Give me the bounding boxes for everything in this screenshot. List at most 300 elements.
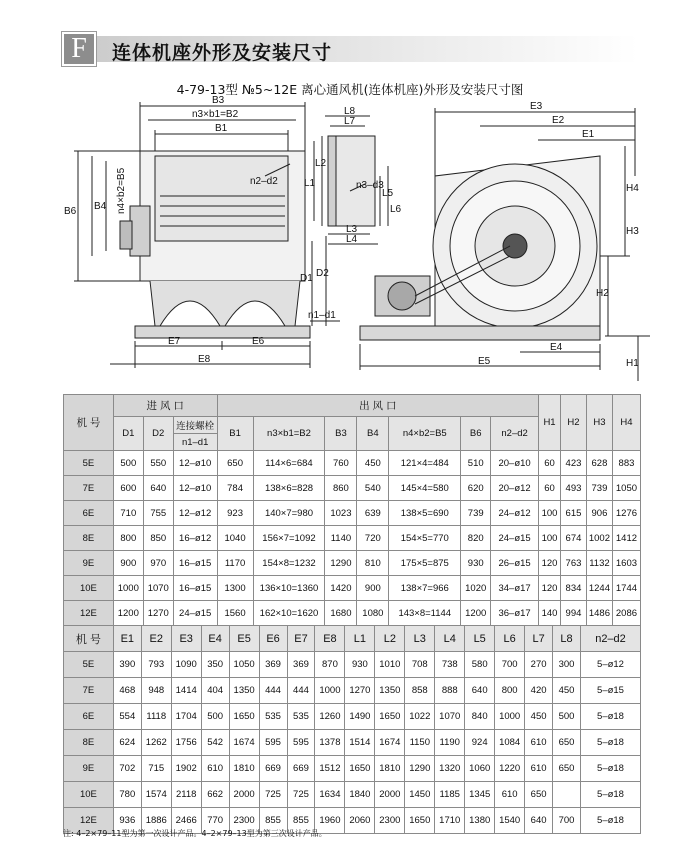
model-cell: 7E — [64, 678, 114, 704]
dim-E4: E4 — [550, 342, 563, 353]
value-cell: 120 — [539, 576, 561, 601]
value-cell: 1010 — [375, 652, 405, 678]
value-cell: 535 — [259, 704, 287, 730]
value-cell: 870 — [315, 652, 345, 678]
value-cell: 444 — [259, 678, 287, 704]
col-B6: B6 — [461, 417, 491, 451]
dim-E2: E2 — [552, 115, 565, 126]
value-cell: 610 — [525, 730, 553, 756]
value-cell: 763 — [561, 551, 587, 576]
dim-E1: E1 — [582, 129, 595, 140]
value-cell: 2466 — [171, 808, 201, 834]
column-header: L2 — [375, 626, 405, 652]
dim-E7: E7 — [168, 336, 181, 347]
value-cell: 510 — [461, 451, 491, 476]
value-cell: 136×10=1360 — [253, 576, 325, 601]
column-header: E3 — [171, 626, 201, 652]
value-cell: 1680 — [325, 601, 357, 626]
dim-L7: L7 — [344, 116, 356, 127]
column-header: E2 — [141, 626, 171, 652]
value-cell: 1220 — [495, 756, 525, 782]
value-cell: 610 — [525, 756, 553, 782]
value-cell: 674 — [561, 526, 587, 551]
value-cell: 650 — [217, 451, 253, 476]
value-cell: 595 — [287, 730, 315, 756]
col-B3: B3 — [325, 417, 357, 451]
col-H4: H4 — [612, 395, 640, 451]
value-cell: 390 — [113, 652, 141, 678]
value-cell: 554 — [113, 704, 141, 730]
value-cell: 1710 — [435, 808, 465, 834]
column-header: n2–d2 — [581, 626, 641, 652]
value-cell: 1020 — [461, 576, 491, 601]
value-cell: 610 — [495, 782, 525, 808]
column-header: E8 — [315, 626, 345, 652]
dim-H3: H3 — [626, 226, 639, 237]
value-cell: 24–ø15 — [173, 601, 217, 626]
value-cell: 650 — [553, 730, 581, 756]
value-cell: 138×7=966 — [389, 576, 461, 601]
value-cell: 1000 — [113, 576, 143, 601]
dim-n1d1: n1–d1 — [308, 310, 336, 321]
outlet-header: 出 风 口 — [217, 395, 538, 417]
value-cell: 100 — [539, 526, 561, 551]
value-cell: 923 — [217, 501, 253, 526]
value-cell: 900 — [113, 551, 143, 576]
value-cell: 1704 — [171, 704, 201, 730]
value-cell: 1756 — [171, 730, 201, 756]
dimension-drawing — [60, 96, 650, 386]
table-row — [64, 678, 641, 704]
value-cell: 628 — [586, 451, 612, 476]
value-cell: 138×5=690 — [389, 501, 461, 526]
dim-E3: E3 — [530, 101, 543, 112]
value-cell: 270 — [525, 652, 553, 678]
value-cell: 1603 — [612, 551, 640, 576]
value-cell: 700 — [553, 808, 581, 834]
table-row — [64, 551, 641, 576]
value-cell: 540 — [357, 476, 389, 501]
table-row — [64, 451, 641, 476]
value-cell: 858 — [405, 678, 435, 704]
value-cell: 820 — [461, 526, 491, 551]
value-cell: 100 — [539, 501, 561, 526]
value-cell: 420 — [525, 678, 553, 704]
value-cell: 669 — [259, 756, 287, 782]
column-header: L4 — [435, 626, 465, 652]
dim-B3: B3 — [212, 96, 225, 106]
dim-D2: D2 — [316, 268, 329, 279]
value-cell: 624 — [113, 730, 141, 756]
table-row — [64, 476, 641, 501]
value-cell: 906 — [586, 501, 612, 526]
model-cell: 5E — [64, 652, 114, 678]
value-cell: 930 — [461, 551, 491, 576]
value-cell: 2300 — [229, 808, 259, 834]
value-cell: 154×8=1232 — [253, 551, 325, 576]
value-cell: 855 — [287, 808, 315, 834]
table-row — [64, 704, 641, 730]
value-cell: 1070 — [143, 576, 173, 601]
value-cell: 2118 — [171, 782, 201, 808]
value-cell: 650 — [553, 756, 581, 782]
value-cell: 810 — [357, 551, 389, 576]
value-cell: 2000 — [375, 782, 405, 808]
dim-L3: L3 — [346, 224, 358, 235]
value-cell: 16–ø15 — [173, 551, 217, 576]
value-cell: 1200 — [113, 601, 143, 626]
value-cell: 1132 — [586, 551, 612, 576]
column-header: E6 — [259, 626, 287, 652]
value-cell: 1022 — [405, 704, 435, 730]
value-cell: 350 — [201, 652, 229, 678]
value-cell: 5–ø18 — [581, 756, 641, 782]
col-H1: H1 — [539, 395, 561, 451]
table2-body — [64, 652, 641, 834]
value-cell: 450 — [357, 451, 389, 476]
value-cell: 610 — [201, 756, 229, 782]
inlet-header: 进 风 口 — [113, 395, 217, 417]
value-cell: 1674 — [375, 730, 405, 756]
col-n4b2: n4×b2=B5 — [389, 417, 461, 451]
fan-view — [360, 108, 650, 381]
value-cell: 1412 — [612, 526, 640, 551]
value-cell: 500 — [201, 704, 229, 730]
model-header: 机 号 — [64, 395, 114, 451]
value-cell: 1810 — [375, 756, 405, 782]
value-cell: 1902 — [171, 756, 201, 782]
value-cell: 770 — [201, 808, 229, 834]
value-cell: 739 — [586, 476, 612, 501]
value-cell: 883 — [612, 451, 640, 476]
value-cell: 1170 — [217, 551, 253, 576]
footnote: 注: 4–2×79–11型为第一次设计产品。4–2×79–13型为第三次设计产品。 — [63, 829, 327, 838]
dim-E5: E5 — [478, 356, 491, 367]
value-cell: 1514 — [345, 730, 375, 756]
value-cell: 600 — [113, 476, 143, 501]
value-cell: 60 — [539, 451, 561, 476]
value-cell: 1150 — [405, 730, 435, 756]
value-cell: 12–ø10 — [173, 476, 217, 501]
col-H3: H3 — [586, 395, 612, 451]
value-cell: 5–ø18 — [581, 704, 641, 730]
value-cell: 542 — [201, 730, 229, 756]
value-cell: 800 — [495, 678, 525, 704]
value-cell: 1350 — [375, 678, 405, 704]
section-title: 连体机座外形及安装尺寸 — [112, 42, 333, 64]
value-cell: 1290 — [405, 756, 435, 782]
column-header: E5 — [229, 626, 259, 652]
value-cell: 423 — [561, 451, 587, 476]
value-cell: 708 — [405, 652, 435, 678]
value-cell: 1270 — [143, 601, 173, 626]
value-cell: 1050 — [612, 476, 640, 501]
column-header: E7 — [287, 626, 315, 652]
value-cell: 404 — [201, 678, 229, 704]
value-cell: 34–ø17 — [491, 576, 539, 601]
value-cell: 1960 — [315, 808, 345, 834]
value-cell: 1000 — [495, 704, 525, 730]
col-B4: B4 — [357, 417, 389, 451]
model-cell: 8E — [64, 730, 114, 756]
value-cell: 1486 — [586, 601, 612, 626]
model-cell: 7E — [64, 476, 114, 501]
value-cell: 1260 — [315, 704, 345, 730]
col-n1d1: n1–d1 — [173, 434, 217, 451]
value-cell: 850 — [143, 526, 173, 551]
dim-E6: E6 — [252, 336, 265, 347]
column-header: E4 — [201, 626, 229, 652]
value-cell: 948 — [141, 678, 171, 704]
value-cell: 924 — [465, 730, 495, 756]
value-cell: 855 — [259, 808, 287, 834]
value-cell: 595 — [259, 730, 287, 756]
value-cell: 662 — [201, 782, 229, 808]
value-cell: 760 — [325, 451, 357, 476]
value-cell — [553, 782, 581, 808]
value-cell: 970 — [143, 551, 173, 576]
value-cell: 1450 — [405, 782, 435, 808]
dim-D1: D1 — [300, 273, 313, 284]
value-cell: 580 — [465, 652, 495, 678]
value-cell: 620 — [461, 476, 491, 501]
value-cell: 994 — [561, 601, 587, 626]
column-header: L7 — [525, 626, 553, 652]
model-cell: 6E — [64, 501, 114, 526]
dim-H4: H4 — [626, 183, 639, 194]
col-n3b1: n3×b1=B2 — [253, 417, 325, 451]
column-header: L1 — [345, 626, 375, 652]
value-cell: 12–ø10 — [173, 451, 217, 476]
col-D2: D2 — [143, 417, 173, 451]
dim-L6: L6 — [390, 204, 402, 215]
value-cell: 121×4=484 — [389, 451, 461, 476]
value-cell: 1090 — [171, 652, 201, 678]
value-cell: 20–ø10 — [491, 451, 539, 476]
value-cell: 1345 — [465, 782, 495, 808]
value-cell: 16–ø12 — [173, 526, 217, 551]
column-header: 机 号 — [64, 626, 114, 652]
value-cell: 1290 — [325, 551, 357, 576]
dim-B6: B6 — [64, 206, 77, 217]
value-cell: 5–ø18 — [581, 808, 641, 834]
model-cell: 12E — [64, 601, 114, 626]
value-cell: 639 — [357, 501, 389, 526]
value-cell: 1650 — [375, 704, 405, 730]
value-cell: 1650 — [229, 704, 259, 730]
value-cell: 444 — [287, 678, 315, 704]
value-cell: 1350 — [229, 678, 259, 704]
value-cell: 720 — [357, 526, 389, 551]
value-cell: 550 — [143, 451, 173, 476]
value-cell: 615 — [561, 501, 587, 526]
value-cell: 1200 — [461, 601, 491, 626]
col-n2d2: n2–d2 — [491, 417, 539, 451]
value-cell: 120 — [539, 551, 561, 576]
value-cell: 1244 — [586, 576, 612, 601]
value-cell: 156×7=1092 — [253, 526, 325, 551]
value-cell: 834 — [561, 576, 587, 601]
value-cell: 936 — [113, 808, 141, 834]
value-cell: 1634 — [315, 782, 345, 808]
value-cell: 36–ø17 — [491, 601, 539, 626]
value-cell: 1540 — [495, 808, 525, 834]
table-row — [64, 756, 641, 782]
value-cell: 1262 — [141, 730, 171, 756]
value-cell: 739 — [461, 501, 491, 526]
value-cell: 1744 — [612, 576, 640, 601]
value-cell: 725 — [287, 782, 315, 808]
value-cell: 493 — [561, 476, 587, 501]
value-cell: 140×7=980 — [253, 501, 325, 526]
dim-n3b1: n3×b1=B2 — [192, 109, 239, 120]
value-cell: 793 — [141, 652, 171, 678]
model-cell: 9E — [64, 756, 114, 782]
section-badge: F — [62, 32, 96, 66]
table-row — [64, 601, 641, 626]
value-cell: 640 — [465, 678, 495, 704]
value-cell: 450 — [525, 704, 553, 730]
drawing-title: 4-79-13型 №5~12E 离心通风机(连体机座)外形及安装尺寸图 — [176, 82, 524, 97]
col-H2: H2 — [561, 395, 587, 451]
value-cell: 1084 — [495, 730, 525, 756]
value-cell: 1270 — [345, 678, 375, 704]
value-cell: 640 — [525, 808, 553, 834]
column-header: E1 — [113, 626, 141, 652]
value-cell: 888 — [435, 678, 465, 704]
dim-n2d2-front: n2–d2 — [250, 176, 278, 187]
dim-n3d3: n3–d3 — [356, 180, 384, 191]
value-cell: 1050 — [229, 652, 259, 678]
value-cell: 143×8=1144 — [389, 601, 461, 626]
value-cell: 20–ø12 — [491, 476, 539, 501]
value-cell: 1420 — [325, 576, 357, 601]
value-cell: 1300 — [217, 576, 253, 601]
table1-body — [64, 451, 641, 626]
dim-E8: E8 — [198, 354, 211, 365]
table2-header-row — [64, 626, 641, 652]
value-cell: 784 — [217, 476, 253, 501]
table-row — [64, 782, 641, 808]
table-row — [64, 652, 641, 678]
value-cell: 450 — [553, 678, 581, 704]
column-header: L3 — [405, 626, 435, 652]
value-cell: 1080 — [357, 601, 389, 626]
value-cell: 138×6=828 — [253, 476, 325, 501]
value-cell: 145×4=580 — [389, 476, 461, 501]
value-cell: 12–ø12 — [173, 501, 217, 526]
value-cell: 1512 — [315, 756, 345, 782]
value-cell: 930 — [345, 652, 375, 678]
value-cell: 715 — [141, 756, 171, 782]
value-cell: 24–ø15 — [491, 526, 539, 551]
value-cell: 5–ø12 — [581, 652, 641, 678]
value-cell: 702 — [113, 756, 141, 782]
dim-B4: B4 — [94, 201, 107, 212]
value-cell: 1040 — [217, 526, 253, 551]
table-row — [64, 501, 641, 526]
value-cell: 5–ø15 — [581, 678, 641, 704]
model-cell: 10E — [64, 576, 114, 601]
value-cell: 780 — [113, 782, 141, 808]
value-cell: 640 — [143, 476, 173, 501]
front-view — [74, 102, 340, 368]
value-cell: 1190 — [435, 730, 465, 756]
value-cell: 154×5=770 — [389, 526, 461, 551]
value-cell: 5–ø18 — [581, 730, 641, 756]
col-D1: D1 — [113, 417, 143, 451]
value-cell: 500 — [553, 704, 581, 730]
value-cell: 2086 — [612, 601, 640, 626]
value-cell: 1070 — [435, 704, 465, 730]
value-cell: 162×10=1620 — [253, 601, 325, 626]
dim-L1: L1 — [304, 178, 316, 189]
dimension-table-2 — [63, 625, 641, 834]
dimension-table-1 — [63, 394, 641, 626]
value-cell: 5–ø18 — [581, 782, 641, 808]
value-cell: 900 — [357, 576, 389, 601]
value-cell: 2000 — [229, 782, 259, 808]
value-cell: 710 — [113, 501, 143, 526]
dim-L8: L8 — [344, 106, 356, 117]
value-cell: 1023 — [325, 501, 357, 526]
value-cell: 1886 — [141, 808, 171, 834]
value-cell: 500 — [113, 451, 143, 476]
value-cell: 700 — [495, 652, 525, 678]
dim-L2: L2 — [315, 158, 327, 169]
value-cell: 175×5=875 — [389, 551, 461, 576]
value-cell: 1574 — [141, 782, 171, 808]
value-cell: 650 — [525, 782, 553, 808]
value-cell: 140 — [539, 601, 561, 626]
model-cell: 5E — [64, 451, 114, 476]
value-cell: 1650 — [345, 756, 375, 782]
table-row — [64, 576, 641, 601]
value-cell: 535 — [287, 704, 315, 730]
model-cell: 8E — [64, 526, 114, 551]
value-cell: 1560 — [217, 601, 253, 626]
value-cell: 114×6=684 — [253, 451, 325, 476]
model-cell: 12E — [64, 808, 114, 834]
value-cell: 1674 — [229, 730, 259, 756]
model-cell: 10E — [64, 782, 114, 808]
value-cell: 1002 — [586, 526, 612, 551]
value-cell: 1810 — [229, 756, 259, 782]
value-cell: 840 — [465, 704, 495, 730]
column-header: L8 — [553, 626, 581, 652]
value-cell: 2060 — [345, 808, 375, 834]
dim-L5: L5 — [382, 188, 394, 199]
value-cell: 860 — [325, 476, 357, 501]
dim-L4: L4 — [346, 234, 358, 245]
table-row — [64, 730, 641, 756]
col-B1: B1 — [217, 417, 253, 451]
value-cell: 1140 — [325, 526, 357, 551]
value-cell: 1378 — [315, 730, 345, 756]
value-cell: 1490 — [345, 704, 375, 730]
column-header: L6 — [495, 626, 525, 652]
value-cell: 669 — [287, 756, 315, 782]
column-header: L5 — [465, 626, 495, 652]
value-cell: 1414 — [171, 678, 201, 704]
value-cell: 1276 — [612, 501, 640, 526]
bolt-header: 连接螺栓 — [173, 417, 217, 434]
value-cell: 725 — [259, 782, 287, 808]
value-cell: 24–ø12 — [491, 501, 539, 526]
value-cell: 1118 — [141, 704, 171, 730]
value-cell: 1060 — [465, 756, 495, 782]
value-cell: 1380 — [465, 808, 495, 834]
